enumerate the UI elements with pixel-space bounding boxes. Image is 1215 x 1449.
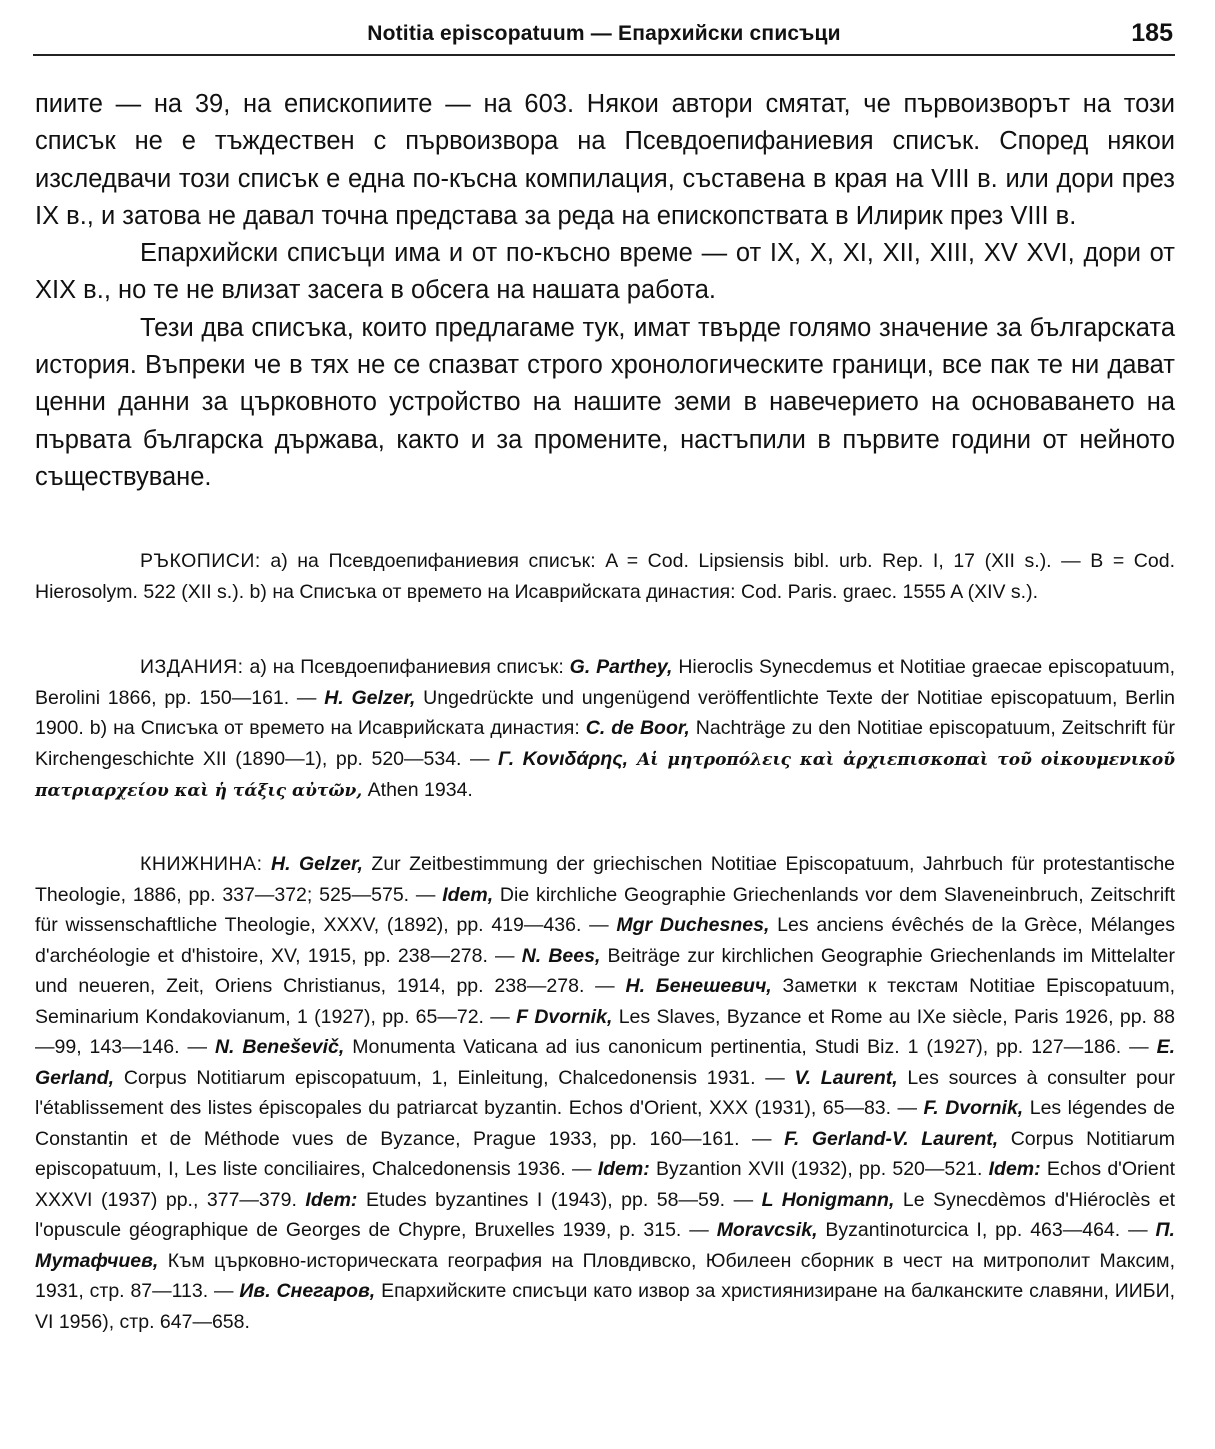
author-name: Idem: — [305, 1188, 358, 1211]
author-name: П. Мутафчиев, — [35, 1219, 1175, 1272]
section-text: Etudes byzantines I (1943), pp. 58—59. — — [357, 1188, 762, 1211]
author-name: L Honigmann, — [761, 1188, 895, 1211]
literature-paragraph — [35, 849, 1175, 1337]
section-text: Заметки к текстам Notitiae Episcopatuum, Seminarium Kondakovianum, 1 (1927), pp. 65—72. — — [35, 975, 1176, 1028]
author-name: Mgr Duchesnes, — [616, 914, 770, 936]
author-name: Idem, — [442, 883, 494, 906]
running-header — [33, 14, 1175, 56]
section-text: Beiträge zur kirchlichen Geographie Griechenlands im Mittelalter und neueren, Zeit, Oriens Christianus, 1914, pp. 238—278. — — [35, 944, 1176, 997]
paragraph: пиите — на 39, на епископиите — на 603. Някои автори смятат, че първоизворът на този списък не е тъждествен с първоизвора на Псевдоепифаниевия списък. Според някои изследвачи този списък е една по-късна компилация, съставена в края на VIII в. или дори през IX в., и затова не давал точна представа за реда на епископствата в Илирик през VIII в. — [35, 90, 1175, 230]
paragraph: Тези два списъка, които предлагаме тук, имат твърде голямо значение за българската история. Въпреки че в тях не се спазват строго хронологическите граници, все пак те ни дават ценни данни за църковното устройство на нашите земи в навечерието на основаването на първата българска държава, както и за промените, настъпили в първите години от нейното съществуване. — [35, 313, 1175, 491]
section-heading: ИЗДАНИЯ: — [140, 656, 244, 678]
page-number: 185 — [1131, 19, 1173, 47]
author-name: G. Parthey, — [569, 656, 673, 678]
author-name: H. Gelzer, — [271, 853, 363, 875]
author-name: F Dvornik, — [516, 1005, 613, 1028]
section-text: Athen 1934. — [362, 779, 473, 801]
section-text: Към църковно-историческата география на Пловдивско, Юбилеен сборник в чест на митрополит Максим, 1931, стр. 87—113. — — [35, 1249, 1175, 1302]
literature-section — [35, 849, 1175, 1337]
greek-title: Αἱ μητροπόλεις καὶ ἀρχιεπισκοπαὶ τοῦ οἰκουμενικοῦ πατριαρχείου καὶ ἡ τάξις αὐτῶν, — [35, 749, 1175, 801]
section-text: Les anciens évêchés de la Grèce, Mélanges d'archéologie et d'histoire, XV, 1915, pp. 238—278. — — [35, 914, 1176, 967]
section-text: Echos d'Orient XXXVI (1937) pp., 377—379. — [35, 1158, 1175, 1211]
author-name: F. Gerland-V. Laurent, — [784, 1127, 999, 1150]
manuscripts-paragraph — [35, 546, 1175, 607]
section-text: Corpus Notitiarum episcopatuum, 1, Einleitung, Chalcedonensis 1931. — — [114, 1066, 795, 1089]
author-name: C. de Boor, — [585, 717, 690, 739]
paragraph: Епархийски списъци има и от по-късно време — от IX, X, XI, XII, XIII, XV XVI, дори от XIX в., но те не влизат засега в обсега на нашата работа. — [35, 239, 1175, 305]
section-text: Nachträge zu den Notitiae episcopatuum, Zeitschrift für Kirchengeschichte XII (1890—1), pp. 520—534. — — [35, 717, 1175, 770]
author-name: N. Beneševič, — [214, 1036, 345, 1058]
section-text: a) на Псевдоепифаниевия списък: A = Cod. Lipsiensis bibl. urb. Rep. I, 17 (XII s.). — B = Cod. Hierosolym. 522 (XII s.). b) на Списъка от времето на Исаврийската династия: Cod. Paris. graec. 1555 A (XIV s.). — [35, 550, 1175, 603]
section-text: Епархийските списъци като извор за християнизиране на балканските славяни, ИИБИ, VI 1956), стр. 647—658. — [35, 1280, 1176, 1333]
section-text: Les légendes de Constantin et de Méthode vues de Byzance, Prague 1933, pp. 160—161. — — [35, 1097, 1175, 1150]
manuscripts-section — [35, 546, 1175, 607]
author-name: H. Gelzer, — [324, 686, 416, 709]
author-name: F. Dvornik, — [923, 1097, 1024, 1119]
author-name: V. Laurent, — [794, 1066, 898, 1089]
section-text: Ungedrückte und ungenügend veröffentlichte Texte der Notitiae episcopatuum, Berlin 1900. b) на Списъка от времето на Исаврийската династия: — [35, 686, 1176, 739]
author-name: E. Gerland, — [35, 1036, 1175, 1089]
section-text: Byzantinoturcica I, pp. 463—464. — — [817, 1219, 1156, 1241]
author-name: Ив. Снегаров, — [239, 1280, 376, 1302]
section-text: Hieroclis Synecdemus et Notitiae graecae episcopatuum, Berolini 1866, pp. 150—161. — — [35, 656, 1176, 709]
section-text: Byzantion XVII (1932), pp. 520—521. — [649, 1158, 989, 1180]
author-name: Idem: — [988, 1158, 1041, 1180]
running-title: Notitia episcopatuum — Епархийски списъци — [367, 22, 841, 45]
author-name: Г. Κονιδάρης, — [498, 747, 629, 770]
author-name: N. Bees, — [521, 944, 601, 967]
section-heading: РЪКОПИСИ: — [140, 550, 261, 572]
main-text — [35, 86, 1175, 496]
author-name: Н. Бенешевич, — [625, 975, 772, 997]
author-name: Moravcsik, — [716, 1219, 818, 1241]
section-text — [263, 853, 271, 875]
editions-section — [35, 652, 1175, 807]
section-text: Les sources à consulter pour l'établissement des listes épiscopales du patriarcat byzantin. Echos d'Orient, XXX (1931), 65—83. — — [35, 1066, 1175, 1119]
section-text: Monumenta Vaticana ad ius canonicum pertinentia, Studi Biz. 1 (1927), pp. 127—186. — — [344, 1036, 1157, 1058]
editions-paragraph — [35, 652, 1175, 807]
section-heading: КНИЖНИНА: — [140, 853, 263, 875]
section-text: Le Synecdèmos d'Hiéroclès et l'opuscule géographique de Georges de Chypre, Bruxelles 1939, p. 315. — — [35, 1188, 1175, 1241]
author-name: Idem: — [597, 1158, 650, 1180]
section-text: Corpus Notitiarum episcopatuum, I, Les liste conciliaires, Chalcedonensis 1936. — — [35, 1127, 1175, 1180]
section-text: a) на Псевдоепифаниевия списък: — [243, 656, 570, 678]
section-text: Les Slaves, Byzance et Rome au IXe siècle, Paris 1926, pp. 88—99, 143—146. — — [35, 1005, 1175, 1058]
section-text: Zur Zeitbestimmung der griechischen Notitiae Episcopatuum, Jahrbuch für protestantische Theologie, 1886, pp. 337—372; 525—575. — — [35, 853, 1176, 906]
section-text: Die kirchliche Geographie Griechenlands vor dem Slaveneinbruch, Zeitschrift für wissenschaftliche Theologie, XXXV, (1892), pp. 419—436. — — [35, 883, 1176, 936]
